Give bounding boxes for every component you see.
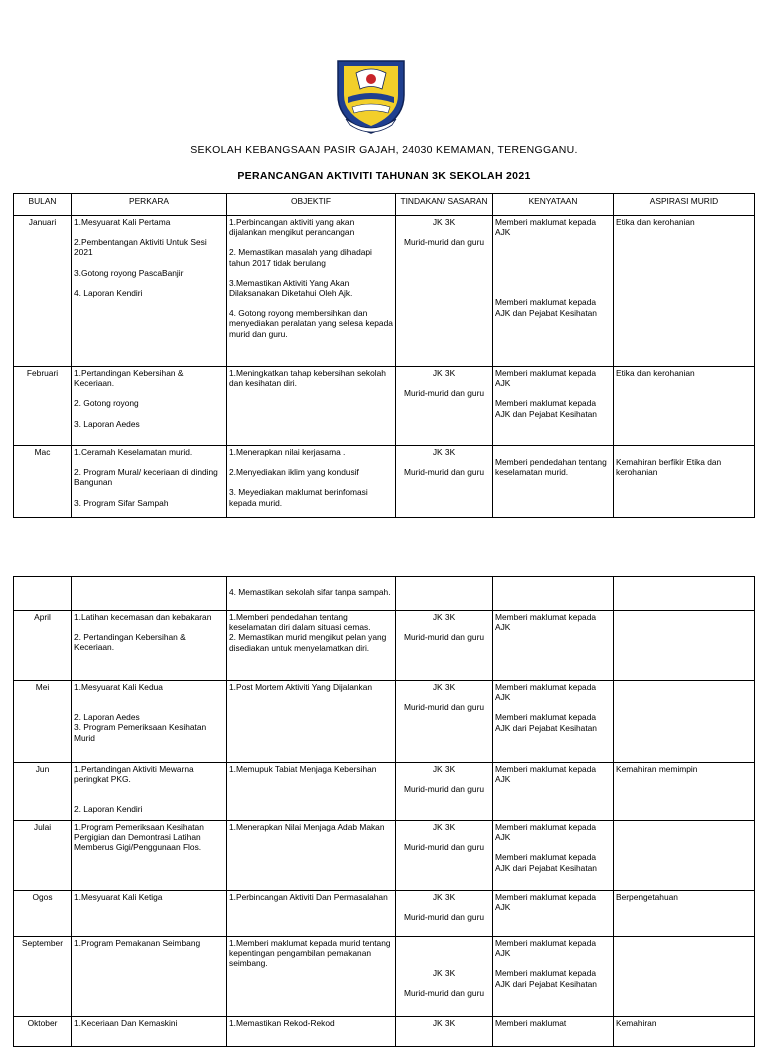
- kenyataan-item: Memberi maklumat kepada AJK: [495, 682, 597, 703]
- kenyataan-item: Memberi maklumat kepada AJK: [495, 938, 597, 959]
- tindakan-item: JK 3K: [432, 368, 456, 378]
- cell-objektif: [227, 763, 396, 821]
- tindakan-item: JK 3K: [432, 612, 456, 622]
- kenyataan-item: Memberi maklumat kepada AJK dan Pejabat Kesihatan: [495, 297, 597, 318]
- objektif-item: 3. Meyediakan maklumat berinfomasi kepada murid.: [229, 487, 368, 508]
- cell-aspirasi: Etika dan kerohanian: [614, 216, 755, 367]
- document-title: PERANCANGAN AKTIVITI TAHUNAN 3K SEKOLAH 2021: [237, 170, 531, 182]
- perkara-item: 1.Mesyuarat Kali Kedua: [74, 682, 163, 692]
- tindakan-item: Murid-murid dan guru: [403, 842, 485, 853]
- tindakan-item: JK 3K: [432, 892, 456, 902]
- objektif-item: 1.Memberi pendedahan tentang keselamatan diri dalam situasi cemas.: [229, 612, 371, 633]
- kenyataan-item: Memberi maklumat: [495, 1018, 567, 1028]
- cell-tindakan: [396, 821, 493, 891]
- cell-aspirasi: [614, 821, 755, 891]
- kenyataan-item: Memberi maklumat kepada AJK dari Pejabat Kesihatan: [495, 712, 597, 733]
- aspirasi-item: Kemahiran berfikir Etika dan kerohanian: [616, 457, 722, 478]
- cell-kenyataan: [493, 611, 614, 681]
- cell-objektif: [227, 681, 396, 763]
- cell-objektif: [227, 891, 396, 937]
- cell-bulan: Ogos: [14, 891, 72, 937]
- cell-aspirasi: Kemahiran memimpin: [614, 763, 755, 821]
- cell-objektif: [227, 1017, 396, 1047]
- cell-tindakan: [396, 446, 493, 518]
- cell-kenyataan: [493, 763, 614, 821]
- table-row-ogos: [14, 891, 755, 937]
- kenyataan-item: Memberi maklumat kepada AJK dari Pejabat Kesihatan: [495, 968, 597, 989]
- cell-perkara: [72, 216, 227, 367]
- cell-aspirasi: Etika dan kerohanian: [614, 367, 755, 446]
- perkara-item: 3. Program Pemeriksaan Kesihatan Murid: [74, 722, 207, 743]
- tindakan-item: JK 3K: [432, 217, 456, 227]
- kenyataan-item: Memberi maklumat kepada AJK: [495, 764, 597, 785]
- kenyataan-item: Memberi maklumat kepada AJK: [495, 217, 597, 238]
- kenyataan-item: Memberi maklumat kepada AJK: [495, 368, 597, 389]
- table-row-februari: [14, 367, 755, 446]
- cell-kenyataan: [493, 937, 614, 1017]
- cell-tindakan: [396, 891, 493, 937]
- tindakan-item: Murid-murid dan guru: [403, 702, 485, 713]
- cell-aspirasi: [614, 681, 755, 763]
- cell-perkara: [72, 891, 227, 937]
- school-name: SEKOLAH KEBANGSAAN PASIR GAJAH, 24030 KEMAMAN, TERENGGANU.: [190, 144, 578, 156]
- perkara-item: 1.Program Pemakanan Seimbang: [74, 938, 201, 948]
- cell-tindakan: [396, 611, 493, 681]
- perkara-item: 3. Program Sifar Sampah: [74, 497, 169, 508]
- table-row-januari: [14, 216, 755, 367]
- objektif-item: 2. Memastikan murid mengikut pelan yang disediakan untuk menyelamatkan diri.: [229, 632, 387, 653]
- cell-perkara: [72, 821, 227, 891]
- kenyataan-item: Memberi maklumat kepada AJK: [495, 612, 597, 633]
- objektif-item: 4. Memastikan sekolah sifar tanpa sampah.: [229, 587, 391, 597]
- tindakan-item: Murid-murid dan guru: [403, 632, 485, 643]
- cell-bulan: Oktober: [14, 1017, 72, 1047]
- tindakan-item: Murid-murid dan guru: [403, 237, 485, 248]
- perkara-item: 1.Mesyuarat Kali Pertama: [74, 217, 171, 227]
- school-crest-logo: [330, 55, 412, 137]
- cell-bulan: Jun: [14, 763, 72, 821]
- tindakan-item: Murid-murid dan guru: [403, 467, 485, 478]
- tindakan-item: JK 3K: [432, 822, 456, 832]
- cell-kenyataan: [493, 1017, 614, 1047]
- perkara-item: 1.Pertandingan Kebersihan & Keceriaan.: [74, 368, 184, 389]
- tindakan-item: Murid-murid dan guru: [403, 784, 485, 795]
- tindakan-item: Murid-murid dan guru: [403, 988, 485, 999]
- cell-perkara: [72, 937, 227, 1017]
- cell-objektif: [227, 577, 396, 611]
- tindakan-item: JK 3K: [432, 447, 456, 457]
- column-header-tindakan: TINDAKAN/ SASARAN: [396, 194, 493, 216]
- activity-plan-table-part-2: [13, 576, 755, 1047]
- objektif-item: 1.Menerapkan Nilai Menjaga Adab Makan: [229, 822, 385, 832]
- column-header-bulan: BULAN: [14, 194, 72, 216]
- table-row-april: [14, 611, 755, 681]
- tindakan-item: Murid-murid dan guru: [403, 388, 485, 399]
- cell-objektif: [227, 611, 396, 681]
- table-row-mac: [14, 446, 755, 518]
- table-row-continuation: [14, 577, 755, 611]
- cell-objektif: [227, 367, 396, 446]
- objektif-item: 2.Menyediakan iklim yang kondusif: [229, 467, 359, 478]
- cell-kenyataan: [493, 821, 614, 891]
- objektif-item: 2. Memastikan masalah yang dihadapi tahun 2017 tidak berulang: [229, 247, 372, 268]
- objektif-item: 1.Perbincangan aktiviti yang akan dijalankan mengikut perancangan: [229, 217, 355, 238]
- cell-kenyataan: [493, 367, 614, 446]
- cell-bulan: Mac: [14, 446, 72, 518]
- cell-objektif: [227, 937, 396, 1017]
- objektif-item: 1.Perbincangan Aktiviti Dan Permasalahan: [229, 892, 388, 902]
- perkara-item: 3. Laporan Aedes: [74, 418, 140, 429]
- column-header-kenyataan: KENYATAAN: [493, 194, 614, 216]
- cell-tindakan: [396, 1017, 493, 1047]
- tindakan-item: JK 3K: [432, 682, 456, 692]
- perkara-item: 2.Pembentangan Aktiviti Untuk Sesi 2021: [74, 237, 207, 258]
- column-header-perkara: PERKARA: [72, 194, 227, 216]
- cell-bulan: April: [14, 611, 72, 681]
- perkara-item: 1.Keceriaan Dan Kemaskini: [74, 1018, 178, 1028]
- perkara-item: 1.Latihan kecemasan dan kebakaran: [74, 612, 212, 622]
- cell-tindakan: [396, 216, 493, 367]
- perkara-item: 2. Pertandingan Kebersihan & Keceriaan.: [74, 632, 186, 653]
- tindakan-item: JK 3K: [432, 764, 456, 774]
- table-row-julai: [14, 821, 755, 891]
- cell-perkara: [72, 611, 227, 681]
- perkara-item: 3.Gotong royong PascaBanjir: [74, 267, 184, 278]
- cell-bulan: Februari: [14, 367, 72, 446]
- objektif-item: 3.Memastikan Aktiviti Yang Akan Dilaksanakan Diketahui Oleh Ajk.: [229, 277, 353, 299]
- objektif-item: 1.Memberi maklumat kepada murid tentang kepentingan pengambilan pemakanan seimbang.: [229, 938, 391, 969]
- cell-bulan: Julai: [14, 821, 72, 891]
- cell-perkara: [72, 681, 227, 763]
- cell-kenyataan: [493, 681, 614, 763]
- cell-bulan: Januari: [14, 216, 72, 367]
- tindakan-item: Murid-murid dan guru: [403, 912, 485, 923]
- objektif-item: 1.Memastikan Rekod-Rekod: [229, 1018, 335, 1028]
- perkara-item: 1.Mesyuarat Kali Ketiga: [74, 892, 163, 902]
- cell-perkara: [72, 763, 227, 821]
- cell-objektif: [227, 446, 396, 518]
- column-header-aspirasi: ASPIRASI MURID: [614, 194, 755, 216]
- perkara-item: 1.Ceramah Keselamatan murid.: [74, 447, 193, 457]
- objektif-item: 1.Memupuk Tabiat Menjaga Kebersihan: [229, 764, 377, 774]
- tindakan-item: JK 3K: [432, 1018, 456, 1028]
- table-row-oktober: [14, 1017, 755, 1047]
- cell-kenyataan: [493, 446, 614, 518]
- cell-aspirasi: [614, 446, 755, 518]
- objektif-item: 4. Gotong royong membersihkan dan menyediakan peralatan yang selesa kepada murid dan guru.: [229, 308, 393, 339]
- cell-perkara: [72, 1017, 227, 1047]
- objektif-item: 1.Menerapkan nilai kerjasama .: [229, 447, 346, 457]
- cell-objektif: [227, 216, 396, 367]
- cell-aspirasi: [614, 611, 755, 681]
- table-header-row: [14, 194, 755, 216]
- activity-plan-table-part-1: [13, 193, 755, 518]
- cell-bulan: Mei: [14, 681, 72, 763]
- kenyataan-item: Memberi pendedahan tentang keselamatan murid.: [495, 457, 607, 478]
- cell-aspirasi: Kemahiran: [614, 1017, 755, 1047]
- cell-tindakan: [396, 763, 493, 821]
- objektif-item: 1.Meningkatkan tahap kebersihan sekolah dan kesihatan diri.: [229, 368, 386, 389]
- objektif-item: 1.Post Mortem Aktiviti Yang Dijalankan: [229, 682, 373, 692]
- cell-tindakan: [396, 937, 493, 1017]
- cell-objektif: [227, 821, 396, 891]
- perkara-item: 2. Laporan Kendiri: [74, 804, 143, 815]
- perkara-item: 4. Laporan Kendiri: [74, 287, 143, 298]
- cell-aspirasi: [614, 937, 755, 1017]
- cell-perkara: [72, 367, 227, 446]
- perkara-item: 1.Program Pemeriksaan Kesihatan Pergigian dan Demontrasi Latihan Memberus Gigi/Penggunaan Flos.: [74, 822, 204, 853]
- perkara-item: 2. Gotong royong: [74, 398, 139, 409]
- table-row-mei: [14, 681, 755, 763]
- cell-tindakan: [396, 367, 493, 446]
- perkara-item: 2. Laporan Aedes: [74, 712, 140, 723]
- tindakan-item: JK 3K: [432, 968, 456, 978]
- table-row-september: [14, 937, 755, 1017]
- cell-tindakan: [396, 681, 493, 763]
- cell-kenyataan: [493, 216, 614, 367]
- cell-bulan: September: [14, 937, 72, 1017]
- cell-kenyataan: [493, 891, 614, 937]
- table-row-jun: [14, 763, 755, 821]
- cell-aspirasi: Berpengetahuan: [614, 891, 755, 937]
- perkara-item: 2. Program Mural/ keceriaan di dinding Bangunan: [74, 467, 218, 488]
- kenyataan-item: Memberi maklumat kepada AJK dan Pejabat Kesihatan: [495, 398, 597, 419]
- kenyataan-item: Memberi maklumat kepada AJK: [495, 822, 597, 843]
- kenyataan-item: Memberi maklumat kepada AJK: [495, 892, 597, 913]
- cell-perkara: [72, 446, 227, 518]
- kenyataan-item: Memberi maklumat kepada AJK dari Pejabat Kesihatan: [495, 852, 597, 873]
- perkara-item: 1.Pertandingan Aktiviti Mewarna peringkat PKG.: [74, 764, 194, 785]
- column-header-objektif: OBJEKTIF: [227, 194, 396, 216]
